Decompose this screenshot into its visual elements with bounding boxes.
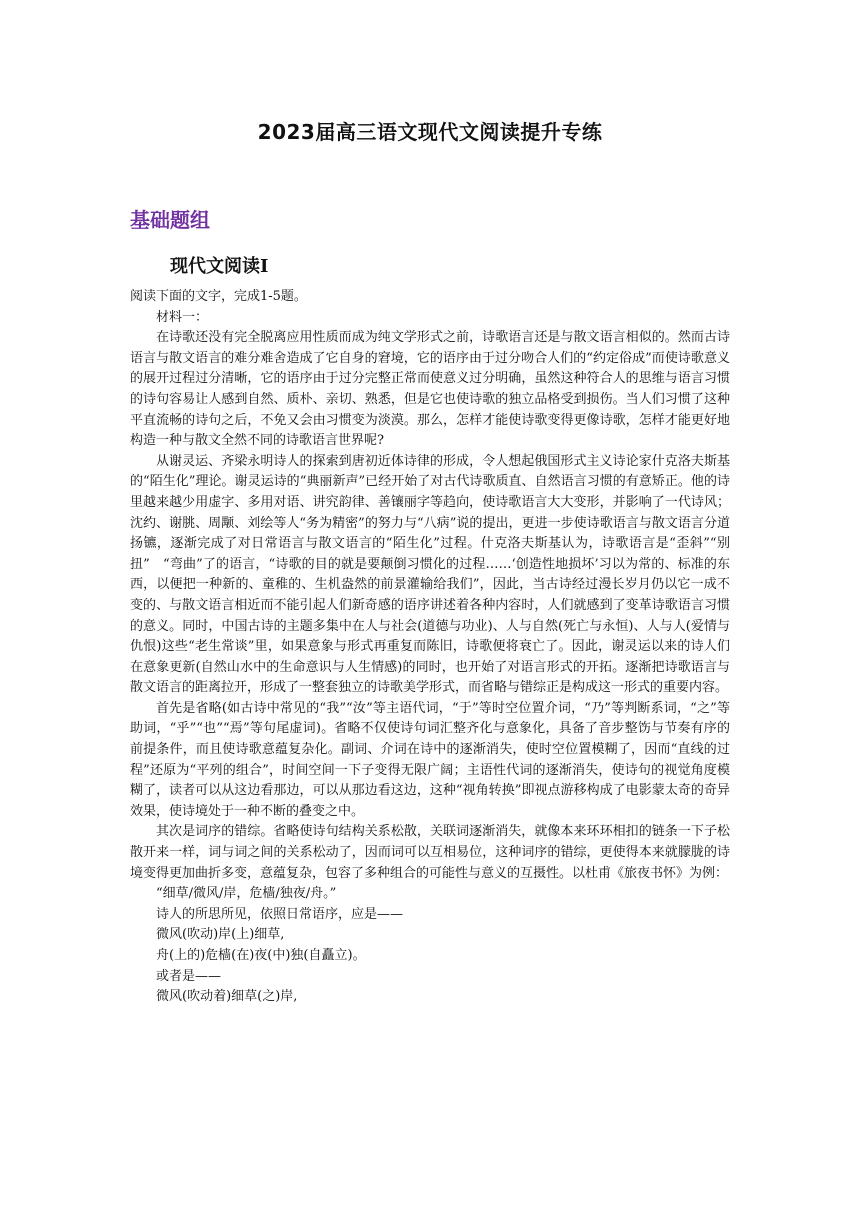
body-paragraph: 从谢灵运、齐梁永明诗人的探索到唐初近体诗律的形成，令人想起俄国形式主义诗论家什克洛夫斯基的“陌生化”理论。谢灵运诗的“典丽新声”已经开始了对古代诗歌质直、自然语言习惯的有意矫正。他的诗里越来越少用虚字、多用对语、讲究韵律、善镶丽字等趋向，使诗歌语言大大变形，并影响了一代诗风；沈约、谢朓、周颙、刘绘等人“务为精密”的努力与“八病”说的提出，更进一步使诗歌语言与散文语言分道扬镳，逐渐完成了对日常语言与散文语言的“陌生化”过程。什克洛夫斯基认为，诗歌语言是“歪斜”“别扭” “弯曲”了的语言，“诗歌的目的就是要颠倒习惯化的过程……‘创造性地损坏’习以为常的、标准的东西，以便把一种新的、童稚的、生机盎然的前景灌输给我们”，因此，当古诗经过漫长岁月仍以它一成不变的、与散文语言相近而不能引起人们新奇感的语序讲述着各种内容时，人们就感到了变革诗歌语言习惯的意义。同时，中国古诗的主题多集中在人与社会(道德与功业)、人与自然(死亡与永恒)、人与人(爱情与仇恨)这些“老生常谈”里，如果意象与形式再重复而陈旧，诗歌便将衰亡了。因此，谢灵运以来的诗人们在意象更新(自然山水中的生命意识与人生情感)的同时，也开始了对语言形式的开拓。逐渐把诗歌语言与散文语言的距离拉开，形成了一整套独立的诗歌美学形式，而省略与错综正是构成这一形式的重要内容。 bbox=[130, 453, 730, 696]
instruction-text: 阅读下面的文字，完成1-5题。 bbox=[130, 289, 307, 304]
body-paragraph: 首先是省略(如古诗中常见的“我”“汝”等主语代词，“于”等时空位置介词，“乃”等判断系词，“之”等助词，“乎”“也”“焉”等句尾虚词)。省略不仅使诗句词汇整齐化与意象化，具备了音步整饬与节奏有序的前提条件，而且使诗歌意蕴复杂化。副词、介词在诗中的逐渐消失，使时空位置模糊了，因而“直线的过程”还原为“平列的组合”，时间空间一下子变得无限广阔；主语性代词的逐渐消失，使诗句的视觉角度模糊了，读者可以从这边看那边，可以从那边看这边，这种“视角转换”即视点游移构成了电影蒙太奇的奇异效果，使诗境处于一种不断的叠变之中。 bbox=[130, 700, 730, 819]
body-paragraph: 诗人的所思所见，依照日常语序，应是—— bbox=[156, 906, 404, 922]
material-label: 材料一： bbox=[156, 309, 209, 325]
poem-quote: “细草/微风/岸，危樯/独夜/舟。” bbox=[156, 886, 337, 902]
poem-line: 舟(上的)危樯(在)夜(中)独(自矗立)。 bbox=[156, 948, 366, 963]
subsection-heading: 现代文阅读Ⅰ bbox=[170, 256, 269, 277]
document-title: 2023届高三语文现代文阅读提升专练 bbox=[257, 120, 603, 144]
poem-line: 微风(吹动着)细草(之)岸, bbox=[156, 989, 298, 1005]
body-paragraph: 在诗歌还没有完全脱离应用性质而成为纯文学形式之前，诗歌语言还是与散文语言相似的。然而古诗语言与散文语言的难分难舍造成了它自身的窘境，它的语序由于过分吻合人们的“约定俗成”而使诗歌意义的展开过程过分清晰，它的语序由于过分完整正常而使意义过分明确，虽然这种符合人的思维与语言习惯的诗句容易让人感到自然、质朴、亲切、熟悉，但是它也使诗歌的独立品格受到损伤。当人们习惯了这种平直流畅的诗句之后，不免又会由习惯变为淡漠。那么，怎样才能使诗歌变得更像诗歌，怎样才能更好地构造一种与散文全然不同的诗歌语言世界呢? bbox=[130, 330, 730, 449]
body-paragraph: 或者是—— bbox=[156, 968, 222, 984]
document-body bbox=[130, 287, 730, 1008]
poem-line: 微风(吹动)岸(上)细草, bbox=[156, 927, 285, 943]
section-heading: 基础题组 bbox=[130, 208, 210, 232]
body-paragraph: 其次是词序的错综。省略使诗句结构关系松散，关联词逐渐消失，就像本来环环相扣的链条一下子松散开来一样，词与词之间的关系松动了，因而词可以互相易位，这种词序的错综，更使得本来就朦胧的诗境变得更加曲折多变，意蕴复杂，包容了多种组合的可能性与意义的互摄性。以杜甫《旅夜书怀》为例： bbox=[130, 824, 730, 881]
